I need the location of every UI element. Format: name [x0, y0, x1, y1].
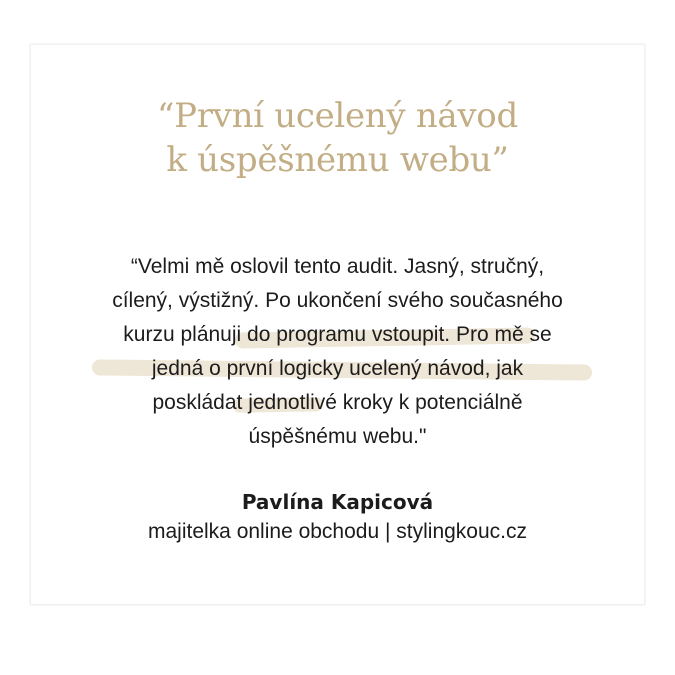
author-role: majitelka online obchodu | stylingkouc.cz: [148, 520, 527, 543]
testimonial-quote: [0, 250, 675, 454]
quote-line: kurzu plánuji do programu vstoupit. Pro mě se: [123, 323, 552, 346]
quote-line: poskládat jednotlivé kroky k potenciálně: [152, 391, 523, 414]
quote-line: cílený, výstižný. Po ukončení svého současného: [112, 289, 563, 312]
author-name: Pavlína Kapicová: [241, 490, 434, 514]
headline-line-2: k úspěšnému webu”: [166, 140, 509, 180]
quote-line: jedná o první logicky ucelený návod, jak: [151, 357, 524, 380]
quote-line: úspěšnému webu.": [248, 425, 427, 448]
headline-line-1: “První ucelený návod: [157, 96, 518, 136]
quote-line: “Velmi mě oslovil tento audit. Jasný, stručný,: [130, 255, 545, 278]
testimonial-headline: [0, 94, 675, 182]
